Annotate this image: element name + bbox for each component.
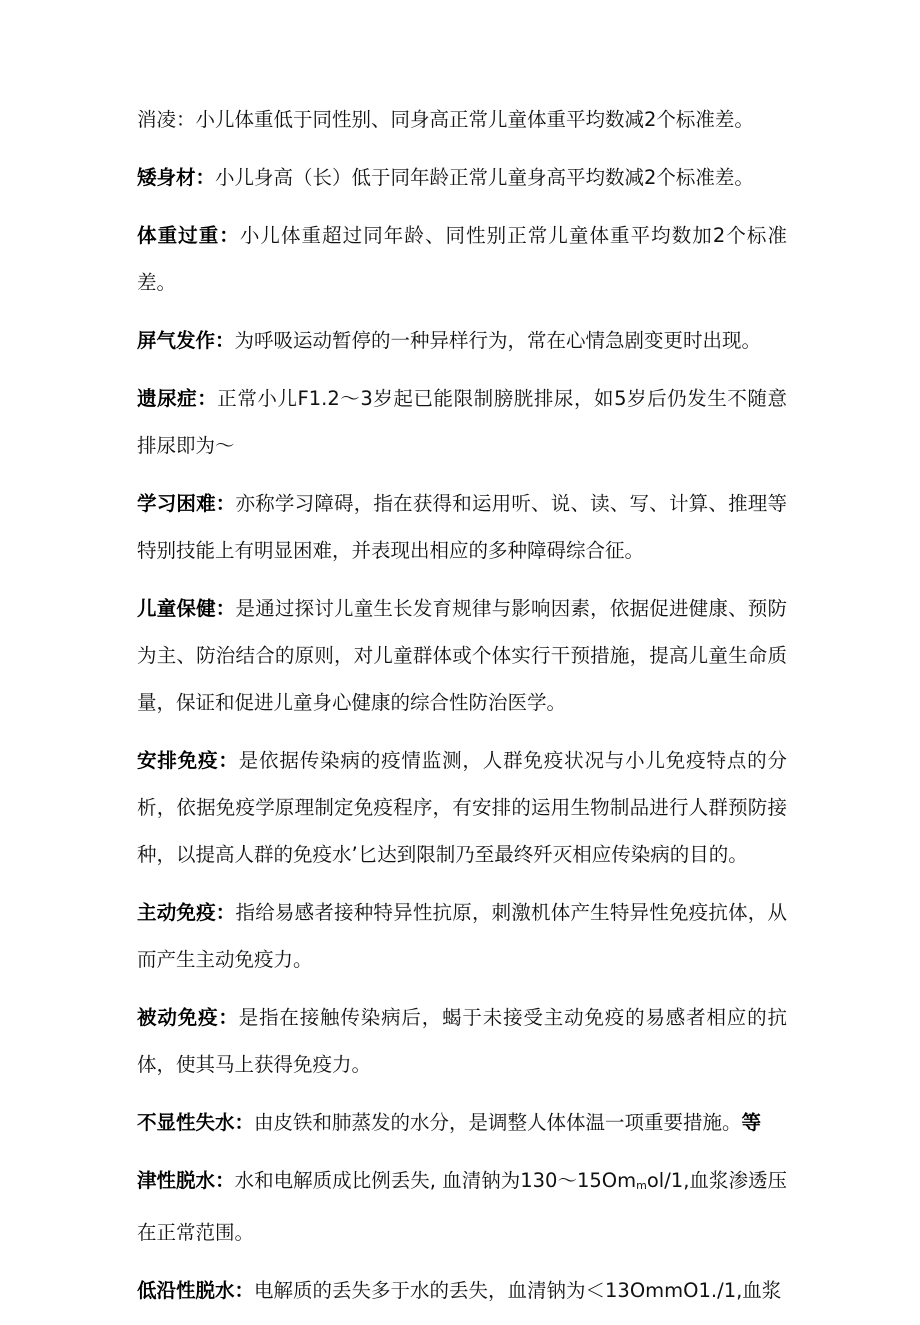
entry-term: 津性脱水：: [137, 1169, 235, 1192]
entry-definition-subscript: m: [636, 1179, 647, 1192]
entry-overweight: [137, 212, 787, 306]
entry-definition: 指给易感者接种特异性抗原，刺激机体产生特异性免疫抗体，从而产生主动免疫力。: [137, 901, 787, 971]
entry-term: 消凌：: [137, 108, 196, 131]
entry-child-health-care: [137, 585, 787, 726]
entry-learning-difficulty: [137, 480, 787, 574]
entry-definition: 小儿身高（长）低于同年龄正常儿童身高平均数减2个标准差。: [215, 166, 754, 189]
entry-definition: 正常小儿F1.2〜3岁起已能限制膀胱排尿，如5岁后仍发生不随意排尿即为〜: [137, 387, 787, 457]
entry-term: 低沿性脱水：: [137, 1279, 255, 1302]
entry-term: 学习困难：: [137, 492, 236, 515]
entry-active-immunity: [137, 889, 787, 983]
entry-term: 儿童保健：: [137, 597, 236, 620]
entry-planned-immunization: [137, 737, 787, 878]
entry-passive-immunity: [137, 994, 787, 1088]
entry-term: 不显性失水：: [137, 1111, 255, 1134]
entry-definition-part-b: ol/1,血浆渗透压在正常范围。: [137, 1169, 787, 1244]
entry-term: 矮身材：: [137, 166, 216, 189]
entry-breath-holding: [137, 317, 787, 364]
entry-definition: 电解质的丢失多于水的丢失，血清钠为＜13OmmO1./1,血浆: [254, 1279, 782, 1302]
entry-definition: 小儿体重超过同年龄、同性别正常儿童体重平均数加2个标准差。: [137, 224, 787, 294]
entry-definition: 是指在接触传染病后，蝎于未接受主动免疫的易感者相应的抗体，使其马上获得免疫力。: [137, 1006, 787, 1076]
entry-definition: 亦称学习障碍，指在获得和运用听、说、读、写、计算、推理等特别技能上有明显困难，并表现出相应的多种障碍综合征。: [137, 492, 787, 562]
entry-definition: 由皮铁和肺蒸发的水分，是调整人体体温一项重要措施。: [254, 1111, 742, 1134]
entry-wasting: [137, 96, 787, 143]
entry-term: 安排免疫：: [137, 749, 239, 772]
entry-definition-part-a: 水和电解质成比例丢失, 血清钠为130〜15Om: [234, 1169, 637, 1192]
entry-term: 屏气发作：: [137, 329, 235, 352]
entry-definition: 是依据传染病的疫情监测，人群免疫状况与小儿免疫特点的分析，依据免疫学原理制定免疫程序，有安排的运用生物制品进行人群预防接种，以提高人群的免疫水’匕达到限制乃至最终歼灭相应传染病的目的。: [137, 749, 787, 866]
entry-term: 体重过重：: [137, 224, 240, 247]
entry-term: 遗尿症：: [137, 387, 218, 410]
entry-trailing-char: 等: [741, 1111, 762, 1134]
glossary-body: [137, 96, 787, 1325]
entry-hypotonic-dehydration: [137, 1267, 787, 1314]
entry-definition: 是通过探讨儿童生长发育规律与影响因素，依据促进健康、预防为主、防治结合的原则，对儿童群体或个体实行干预措施，提高儿童生命质量，保证和促进儿童身心健康的综合性防治医学。: [137, 597, 787, 714]
entry-insensible-water-loss: [137, 1099, 787, 1146]
entry-enuresis: [137, 375, 787, 469]
entry-term: 被动免疫：: [137, 1006, 239, 1029]
entry-isotonic-dehydration: [137, 1157, 787, 1256]
entry-definition: 为呼吸运动暂停的一种异样行为，常在心情急剧变更时出现。: [234, 329, 762, 352]
entry-short-stature: [137, 154, 787, 201]
entry-term: 主动免疫：: [137, 901, 236, 924]
entry-definition: 小儿体重低于同性别、同身高正常儿童体重平均数减2个标准差。: [195, 108, 754, 131]
